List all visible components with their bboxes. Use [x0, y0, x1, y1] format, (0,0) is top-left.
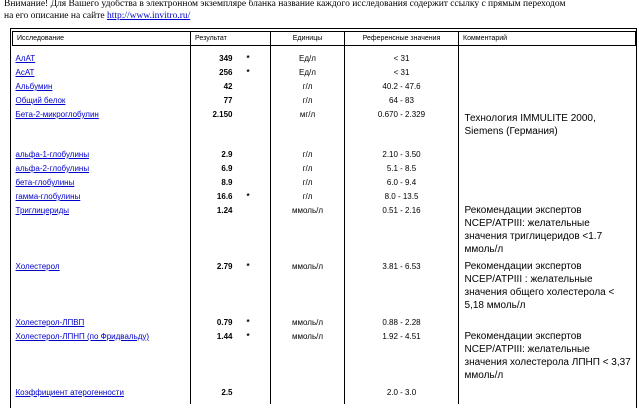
header-units: Единицы [271, 32, 345, 46]
result-flag [245, 80, 271, 94]
reference-range: 40.2 - 47.6 [382, 82, 421, 91]
result-flag [245, 204, 271, 260]
table-row [13, 46, 636, 67]
header-test: Исследование [13, 32, 191, 46]
comment-cell [459, 80, 636, 94]
comment-beta2: Технология IMMULITE 2000, Siemens (Германия) [464, 113, 596, 137]
comment-cell [459, 66, 636, 80]
header-result: Результат [191, 32, 271, 46]
test-link[interactable]: гамма-глобулины [15, 192, 81, 201]
result-value: 2.150 [212, 110, 233, 119]
result-value: 42 [223, 82, 233, 91]
result-value: 1.44 [216, 332, 233, 341]
result-unit: ммоль/л [292, 206, 323, 215]
reference-range: 0.670 - 2.329 [377, 110, 426, 119]
invitro-site-link[interactable]: http://www.invitro.ru/ [106, 11, 191, 21]
reference-range: 6.0 - 9.4 [386, 178, 417, 187]
result-value: 2.9 [221, 150, 233, 159]
result-value: 2.79 [216, 262, 233, 271]
reference-range: 3.81 - 6.53 [382, 262, 421, 271]
test-link[interactable]: альфа-1-глобулины [15, 150, 90, 159]
reference-range: < 31 [393, 68, 410, 77]
result-unit: мг/л [299, 110, 316, 119]
result-flag: * [246, 262, 250, 271]
result-unit: ммоль/л [292, 262, 323, 271]
result-value: 1.24 [216, 206, 233, 215]
table-row [13, 176, 636, 190]
result-unit: Ед/л [299, 68, 316, 77]
header-comment: Комментарий [459, 32, 636, 46]
reference-range: 2.0 - 3.0 [386, 388, 417, 397]
comment-cell [459, 148, 636, 162]
test-link[interactable]: бета-глобулины [15, 178, 75, 187]
result-flag [245, 176, 271, 190]
reference-range: 2.10 - 3.50 [382, 150, 421, 159]
reference-range: 8.0 - 13.5 [384, 192, 419, 201]
result-value: 16.6 [216, 192, 233, 201]
reference-range: 64 - 83 [389, 96, 414, 105]
notice-line-2-prefix: на его описание на сайте [4, 11, 107, 21]
result-value: 2.5 [221, 388, 233, 397]
notice-line-1: Внимание! Для Вашего удобства в электронном экземпляре бланка название каждого исследования содержит ссылку с прямым переходом [4, 0, 566, 9]
table-row [13, 316, 636, 330]
reference-range: 5.1 - 8.5 [386, 164, 417, 173]
test-link[interactable]: Холестерол [15, 262, 60, 271]
result-unit: Ед/л [299, 54, 316, 63]
result-flag: * [246, 318, 250, 327]
result-flag: * [246, 68, 250, 77]
result-unit [271, 386, 345, 400]
column-divider [190, 44, 191, 404]
test-link[interactable]: Альбумин [15, 82, 53, 91]
result-unit: г/л [302, 82, 313, 91]
test-link[interactable]: Общий белок [15, 96, 66, 105]
table-row [13, 204, 636, 260]
comment-cholesterol: Рекомендации экспертов NCEP/ATPIII : желательные значения общего холестерола < 5,18 ммоль/л [464, 261, 615, 311]
column-divider [270, 44, 271, 404]
comment-ldl: Рекомендации экспертов NCEP/ATPIII: желательные значения холестерола ЛПНП < 3,37 ммоль/л [464, 331, 631, 381]
result-unit: ммоль/л [292, 332, 323, 341]
results-table [12, 31, 636, 400]
table-row [13, 190, 636, 204]
result-value: 0.79 [216, 318, 233, 327]
result-flag [245, 162, 271, 176]
notice-text [4, 0, 636, 22]
result-flag [245, 108, 271, 148]
result-flag [245, 94, 271, 108]
test-link[interactable]: альфа-2-глобулины [15, 164, 90, 173]
result-value: 77 [223, 96, 233, 105]
result-value: 349 [219, 54, 233, 63]
column-divider [458, 44, 459, 404]
test-link[interactable]: Холестерол-ЛПНП (по Фридвальду) [15, 332, 150, 341]
comment-cell [459, 94, 636, 108]
reference-range: < 31 [393, 54, 410, 63]
test-link[interactable]: Триглицериды [15, 206, 70, 215]
result-unit: г/л [302, 178, 313, 187]
table-row [13, 148, 636, 162]
result-unit: г/л [302, 164, 313, 173]
result-flag [245, 386, 271, 400]
result-flag: * [246, 192, 250, 201]
result-unit: г/л [302, 150, 313, 159]
reference-range: 0.88 - 2.28 [382, 318, 421, 327]
reference-range: 0.51 - 2.16 [382, 206, 421, 215]
header-reference: Референсные значения [345, 32, 459, 46]
test-link[interactable]: АлАТ [15, 54, 36, 63]
table-row [13, 80, 636, 94]
comment-cell [459, 176, 636, 190]
comment-cell [459, 316, 636, 330]
reference-range: 1.92 - 4.51 [382, 332, 421, 341]
column-divider [344, 44, 345, 404]
table-row [13, 94, 636, 108]
result-unit: г/л [302, 192, 313, 201]
result-value: 6.9 [221, 164, 233, 173]
result-flag [245, 148, 271, 162]
comment-triglycerides: Рекомендации экспертов NCEP/ATPIII: желательные значения триглицеридов <1.7 ммоль/л [464, 205, 603, 255]
test-link[interactable]: АсАТ [15, 68, 35, 77]
table-header-row [13, 32, 636, 46]
result-unit: ммоль/л [292, 318, 323, 327]
table-row [13, 386, 636, 400]
result-flag: * [246, 332, 250, 341]
test-link[interactable]: Холестерол-ЛПВП [15, 318, 85, 327]
table-row [13, 66, 636, 80]
comment-cell [459, 162, 636, 176]
result-value: 8.9 [221, 178, 233, 187]
test-link[interactable]: Бета-2-микроглобулин [15, 110, 99, 119]
notice-line-2 [4, 10, 636, 22]
table-row [13, 162, 636, 176]
test-link[interactable]: Коэффициент атерогенности [15, 388, 124, 397]
table-row [13, 330, 636, 386]
table-row [13, 260, 636, 316]
table-row [13, 108, 636, 148]
comment-cell [459, 46, 636, 67]
comment-cell [459, 190, 636, 204]
result-flag: * [246, 54, 250, 63]
comment-cell [459, 386, 636, 400]
result-value: 256 [219, 68, 233, 77]
result-unit: г/л [302, 96, 313, 105]
